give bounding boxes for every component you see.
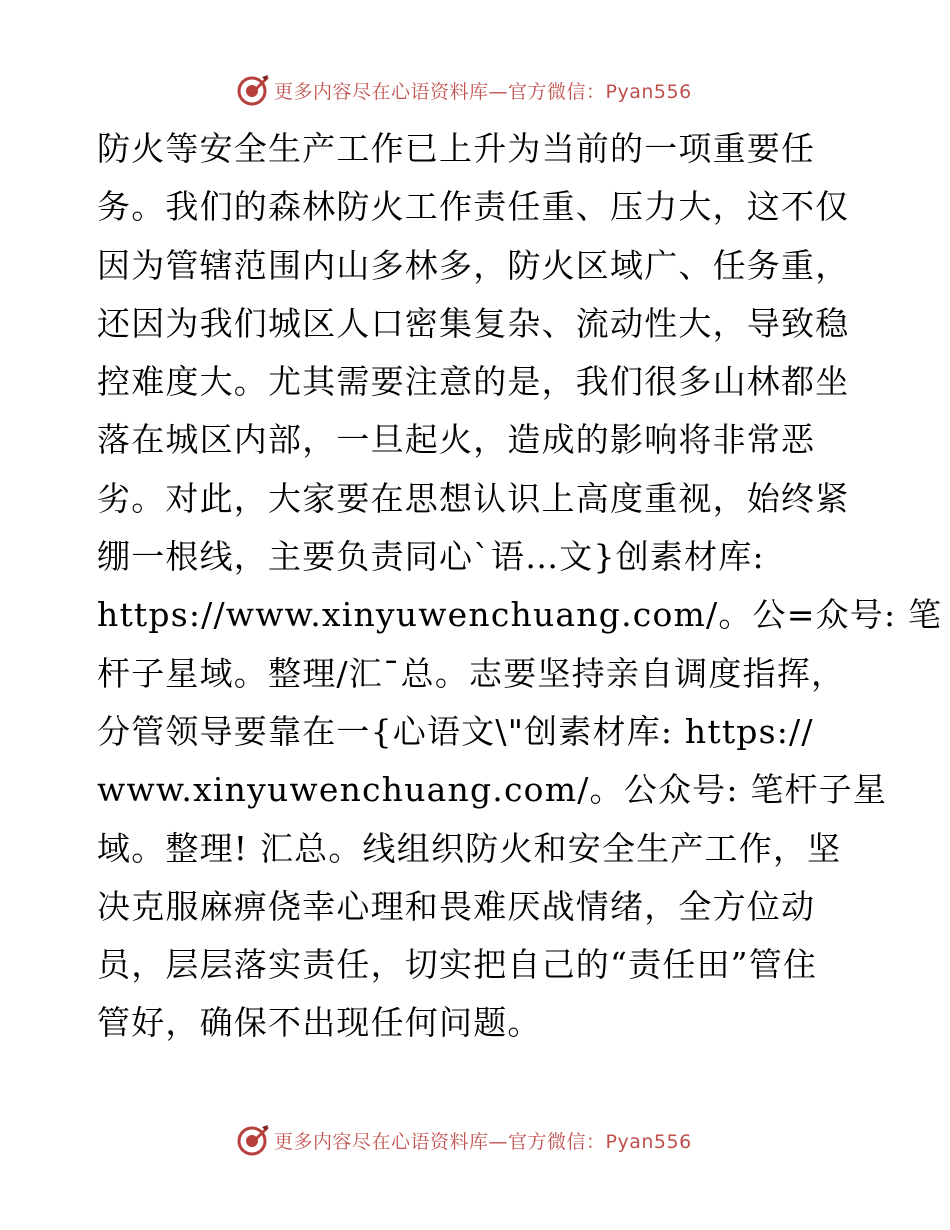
body-line: 管好，确保不出现任何问题。 bbox=[97, 1003, 542, 1043]
body-line: 还因为我们城区人口密集复杂、流动性大，导致稳 bbox=[97, 303, 850, 343]
body-line: 员，层层落实责任，切实把自己的“责任田”管住 bbox=[97, 945, 818, 985]
body-line: https://www.xinyuwenchuang.com/。公=众号: 笔 bbox=[97, 595, 943, 635]
body-line: 落在城区内部，一旦起火，造成的影响将非常恶 bbox=[97, 420, 816, 460]
header-watermark bbox=[236, 72, 692, 108]
body-line: 决克服麻痹侥幸心理和畏难厌战情绪，全方位动 bbox=[97, 886, 816, 926]
document-body bbox=[97, 120, 943, 1053]
body-line: 防火等安全生产工作已上升为当前的一项重要任 bbox=[97, 129, 816, 168]
body-line: 分管领导要靠在一{心语文\"创素材库: https:// bbox=[97, 711, 814, 751]
body-line: 域。整理! 汇总。线组织防火和安全生产工作，坚 bbox=[97, 828, 842, 868]
body-line: 劣。对此，大家要在思想认识上高度重视，始终紧 bbox=[97, 478, 850, 518]
footer-watermark-text: 更多内容尽在心语资料库—官方微信：Pyan556 bbox=[274, 1130, 692, 1153]
body-line: 控难度大。尤其需要注意的是，我们很多山林都坐 bbox=[97, 362, 850, 402]
footer-watermark bbox=[236, 1122, 692, 1158]
body-line: 务。我们的森林防火工作责任重、压力大，这不仅 bbox=[97, 187, 850, 227]
logo-icon bbox=[236, 1123, 270, 1157]
body-line: 绷一根线，主要负责同心`语…文}创素材库: bbox=[97, 537, 765, 577]
body-line: www.xinyuwenchuang.com/。公众号: 笔杆子星 bbox=[97, 770, 888, 810]
logo-icon bbox=[236, 73, 270, 107]
body-line: 杆子星域。整理/汇¯总。志要坚持亲自调度指挥， bbox=[97, 653, 846, 693]
body-line: 因为管辖范围内山多林多，防火区域广、任务重， bbox=[97, 245, 850, 285]
header-watermark-text: 更多内容尽在心语资料库—官方微信：Pyan556 bbox=[274, 80, 692, 103]
